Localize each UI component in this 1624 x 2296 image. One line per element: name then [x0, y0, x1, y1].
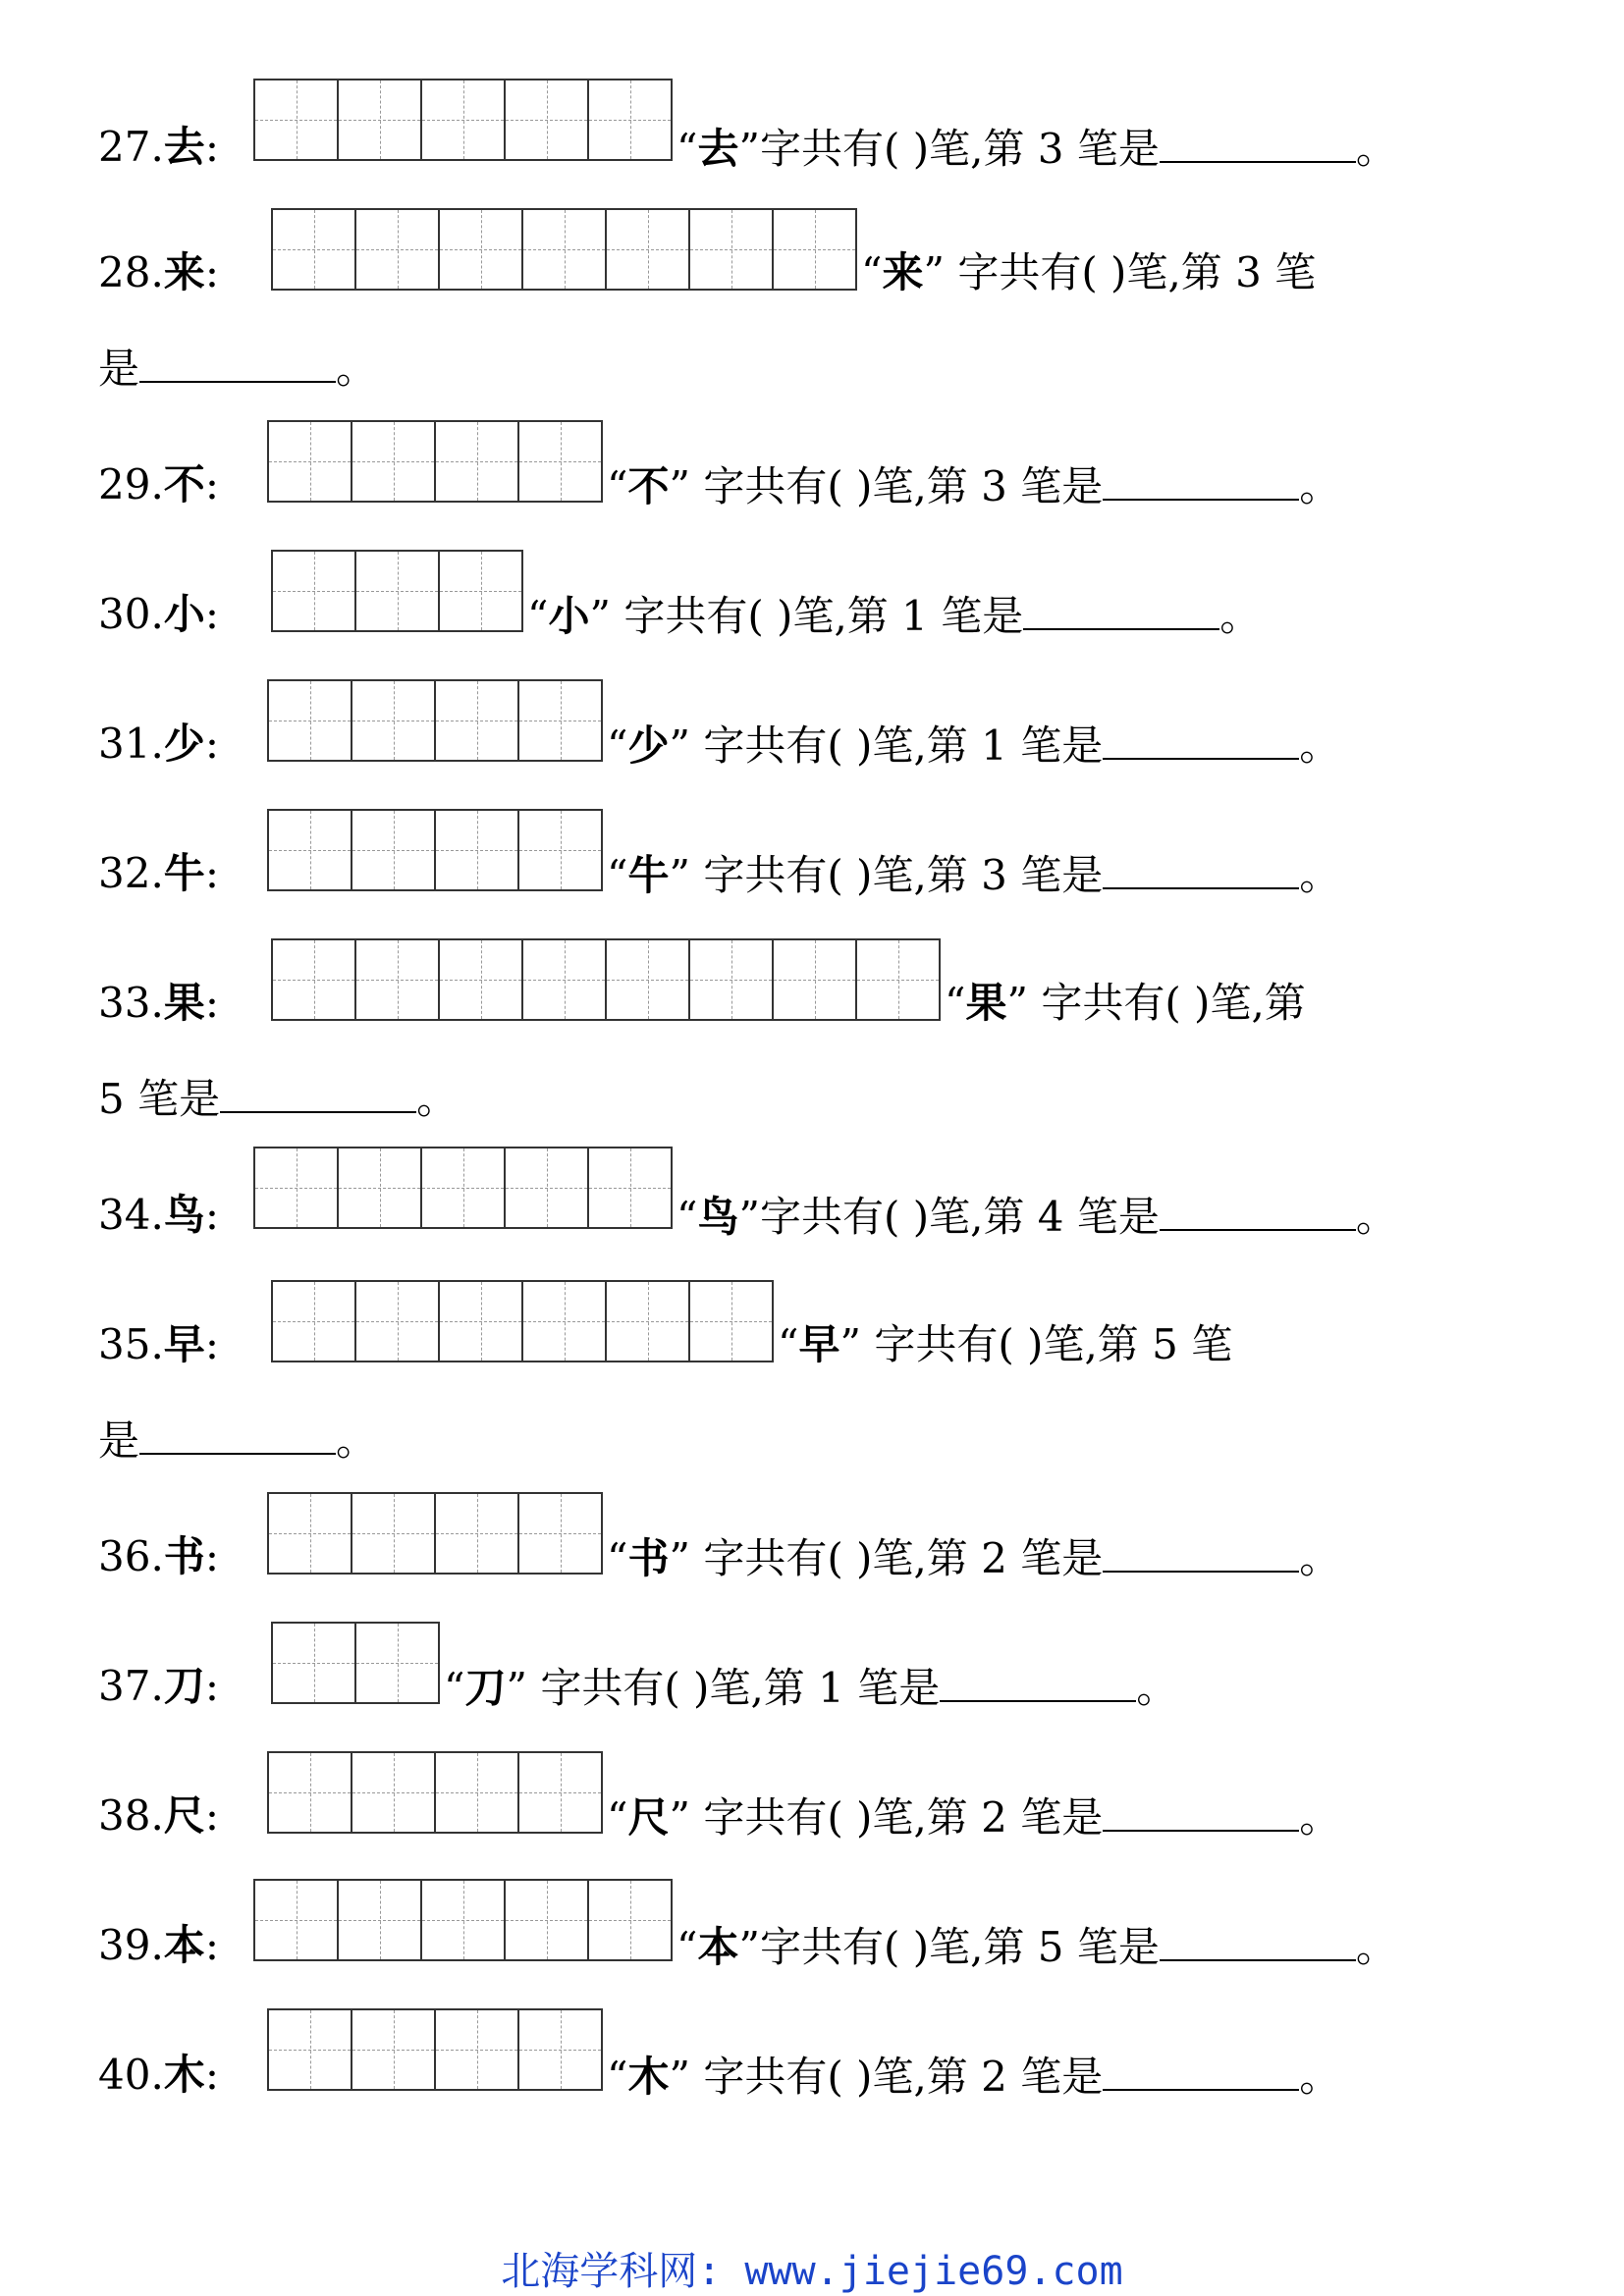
writing-cell[interactable] [607, 210, 690, 289]
prompt-text: ”字共有( )笔,第 3 笔是 [738, 125, 1160, 173]
period: 。 [1299, 462, 1341, 510]
period: 。 [1219, 592, 1262, 640]
period: 。 [1299, 1534, 1341, 1582]
answer-blank[interactable] [1103, 1792, 1299, 1832]
question-label [98, 721, 219, 768]
open-quote: “ [945, 979, 966, 1027]
writing-cell[interactable] [269, 811, 352, 889]
prompt-character: 鸟 [697, 1193, 739, 1241]
writing-cell[interactable] [269, 681, 352, 760]
writing-cell[interactable] [339, 1881, 422, 1959]
answer-blank[interactable] [1103, 850, 1299, 889]
question-character: 牛 [163, 849, 205, 897]
writing-cell[interactable] [857, 940, 941, 1019]
question-label [98, 1663, 219, 1710]
prompt-text: ” 字共有( )笔,第 5 笔 [839, 1320, 1233, 1368]
question-prompt [677, 124, 1397, 173]
period: 。 [1355, 1923, 1397, 1971]
writing-cell[interactable] [352, 681, 436, 760]
writing-cell[interactable] [356, 210, 440, 289]
writing-cell[interactable] [440, 552, 523, 630]
writing-cell[interactable] [436, 1753, 519, 1832]
question-character: 小 [163, 590, 205, 638]
question-prompt [607, 850, 1340, 899]
writing-cell[interactable] [352, 1494, 436, 1573]
question-label [98, 2052, 219, 2099]
writing-cell[interactable] [269, 1494, 352, 1573]
question-prompt [677, 1922, 1397, 1971]
answer-blank[interactable] [1103, 2052, 1299, 2091]
writing-grid[interactable] [253, 1879, 673, 1961]
prompt-text: ” 字共有( )笔,第 3 笔是 [669, 462, 1104, 510]
open-quote: “ [607, 1534, 628, 1582]
prompt-text: 5 笔是 [98, 1075, 221, 1123]
writing-cell[interactable] [422, 1148, 506, 1227]
writing-cell[interactable] [589, 80, 673, 159]
answer-blank[interactable] [139, 1415, 336, 1455]
writing-cell[interactable] [269, 422, 352, 501]
writing-cell[interactable] [273, 1282, 356, 1361]
writing-cell[interactable] [339, 80, 422, 159]
prompt-text: ” 字共有( )笔,第 1 笔是 [669, 721, 1104, 770]
question-colon: : [204, 1532, 219, 1580]
writing-cell[interactable] [440, 1282, 523, 1361]
writing-cell[interactable] [519, 1753, 603, 1832]
writing-cell[interactable] [436, 681, 519, 760]
open-quote: “ [607, 1793, 628, 1842]
open-quote: “ [607, 2053, 628, 2101]
writing-cell[interactable] [352, 2010, 436, 2089]
question-colon: : [204, 1191, 219, 1239]
writing-cell[interactable] [589, 1148, 673, 1227]
question-colon: : [204, 849, 219, 897]
period: 。 [416, 1075, 459, 1123]
writing-grid[interactable] [271, 208, 857, 291]
writing-grid[interactable] [271, 938, 941, 1021]
prompt-character: 尺 [627, 1793, 670, 1842]
period: 。 [1299, 721, 1341, 770]
writing-cell[interactable] [356, 552, 440, 630]
open-quote: “ [677, 125, 698, 173]
prompt-text: ” 字共有( )笔,第 2 笔是 [669, 2053, 1104, 2101]
question-character: 来 [163, 248, 205, 296]
question-colon: : [204, 979, 219, 1027]
writing-cell[interactable] [506, 1148, 589, 1227]
prompt-continuation [98, 344, 377, 393]
period: 。 [1299, 2053, 1341, 2101]
writing-cell[interactable] [273, 552, 356, 630]
prompt-continuation [98, 1074, 458, 1123]
answer-blank[interactable] [139, 344, 336, 383]
question-label [98, 1533, 219, 1580]
writing-cell[interactable] [269, 1753, 352, 1832]
answer-blank[interactable] [1160, 1192, 1356, 1231]
prompt-character: 早 [798, 1320, 840, 1368]
question-prompt [527, 591, 1261, 640]
prompt-character: 来 [882, 248, 924, 296]
question-number: 36. [98, 1532, 164, 1580]
answer-blank[interactable] [1103, 721, 1299, 760]
period: 。 [1299, 851, 1341, 899]
writing-cell[interactable] [523, 1282, 607, 1361]
prompt-character: 不 [627, 462, 670, 510]
question-prompt [677, 1192, 1397, 1241]
question-prompt [945, 980, 1306, 1027]
writing-grid[interactable] [271, 1280, 774, 1362]
writing-cell[interactable] [352, 1753, 436, 1832]
prompt-continuation [98, 1415, 377, 1465]
prompt-text: ” 字共有( )笔,第 [1006, 979, 1306, 1027]
period: 。 [336, 1416, 378, 1465]
writing-grid[interactable] [267, 1751, 603, 1834]
question-label [98, 980, 219, 1027]
writing-cell[interactable] [519, 681, 603, 760]
prompt-text: ” 字共有( )笔,第 3 笔是 [669, 851, 1104, 899]
question-prompt [861, 249, 1316, 296]
question-colon: : [204, 1791, 219, 1840]
question-character: 刀 [163, 1662, 205, 1710]
prompt-text: ”字共有( )笔,第 4 笔是 [738, 1193, 1160, 1241]
question-number: 31. [98, 720, 164, 768]
question-colon: : [204, 1320, 219, 1368]
writing-cell[interactable] [255, 1881, 339, 1959]
prompt-text: ” 字共有( )笔,第 1 笔是 [589, 592, 1024, 640]
writing-cell[interactable] [440, 940, 523, 1019]
writing-cell[interactable] [690, 1282, 774, 1361]
question-number: 35. [98, 1320, 164, 1368]
open-quote: “ [607, 721, 628, 770]
writing-grid[interactable] [267, 809, 603, 891]
writing-cell[interactable] [255, 80, 339, 159]
question-number: 34. [98, 1191, 164, 1239]
question-label [98, 591, 219, 638]
writing-cell[interactable] [436, 1494, 519, 1573]
writing-cell[interactable] [436, 2010, 519, 2089]
question-number: 28. [98, 248, 164, 296]
footer-watermark: 北海学科网: www.jiejie69.com [501, 2249, 1123, 2294]
question-colon: : [204, 720, 219, 768]
question-label [98, 1922, 219, 1969]
question-number: 40. [98, 2051, 164, 2099]
writing-cell[interactable] [255, 1148, 339, 1227]
question-prompt [444, 1663, 1177, 1712]
question-character: 不 [163, 460, 205, 508]
question-prompt [607, 1533, 1340, 1582]
writing-cell[interactable] [519, 422, 603, 501]
answer-blank[interactable] [220, 1074, 416, 1113]
writing-cell[interactable] [506, 1881, 589, 1959]
writing-cell[interactable] [519, 2010, 603, 2089]
writing-grid[interactable] [267, 420, 603, 503]
question-label [98, 1792, 219, 1840]
open-quote: “ [444, 1664, 465, 1712]
prompt-character: 少 [627, 721, 670, 770]
question-character: 本 [163, 1921, 205, 1969]
writing-cell[interactable] [519, 1494, 603, 1573]
writing-cell[interactable] [273, 1624, 356, 1702]
question-prompt [607, 1792, 1340, 1842]
question-number: 33. [98, 979, 164, 1027]
writing-cell[interactable] [422, 1881, 506, 1959]
question-prompt [607, 721, 1340, 770]
writing-cell[interactable] [356, 940, 440, 1019]
prompt-character: 果 [965, 979, 1007, 1027]
writing-grid[interactable] [271, 550, 523, 632]
prompt-character: 牛 [627, 851, 670, 899]
question-character: 鸟 [163, 1191, 205, 1239]
prompt-text: ” 字共有( )笔,第 3 笔 [923, 248, 1317, 296]
prompt-text: 是 [98, 1416, 140, 1465]
prompt-character: 本 [697, 1923, 739, 1971]
writing-cell[interactable] [356, 1624, 440, 1702]
question-label [98, 461, 219, 508]
writing-cell[interactable] [607, 940, 690, 1019]
question-colon: : [204, 2051, 219, 2099]
question-character: 尺 [163, 1791, 205, 1840]
question-number: 32. [98, 849, 164, 897]
question-label [98, 124, 219, 171]
writing-cell[interactable] [352, 422, 436, 501]
prompt-text: ” 字共有( )笔,第 1 笔是 [506, 1664, 941, 1712]
question-character: 果 [163, 979, 205, 1027]
question-number: 30. [98, 590, 164, 638]
writing-cell[interactable] [523, 940, 607, 1019]
prompt-text: ” 字共有( )笔,第 2 笔是 [669, 1534, 1104, 1582]
prompt-character: 小 [548, 592, 590, 640]
question-prompt [607, 2052, 1340, 2101]
writing-cell[interactable] [506, 80, 589, 159]
period: 。 [1299, 1793, 1341, 1842]
prompt-character: 木 [627, 2053, 670, 2101]
writing-cell[interactable] [356, 1282, 440, 1361]
question-character: 少 [163, 720, 205, 768]
question-character: 木 [163, 2051, 205, 2099]
writing-grid[interactable] [267, 679, 603, 762]
writing-cell[interactable] [607, 1282, 690, 1361]
question-label [98, 1192, 219, 1239]
question-character: 去 [163, 123, 205, 171]
question-character: 书 [163, 1532, 205, 1580]
prompt-character: 去 [697, 125, 739, 173]
writing-cell[interactable] [774, 940, 857, 1019]
writing-grid[interactable] [271, 1622, 440, 1704]
writing-grid[interactable] [267, 1492, 603, 1575]
period: 。 [336, 345, 378, 393]
writing-grid[interactable] [267, 2008, 603, 2091]
question-colon: : [204, 590, 219, 638]
question-label [98, 850, 219, 897]
answer-blank[interactable] [1023, 591, 1219, 630]
question-colon: : [204, 460, 219, 508]
question-colon: : [204, 1921, 219, 1969]
writing-cell[interactable] [690, 210, 774, 289]
answer-blank[interactable] [1160, 124, 1356, 163]
writing-cell[interactable] [519, 811, 603, 889]
question-label [98, 1321, 219, 1368]
open-quote: “ [607, 851, 628, 899]
answer-blank[interactable] [1103, 1533, 1299, 1573]
question-colon: : [204, 248, 219, 296]
writing-cell[interactable] [690, 940, 774, 1019]
prompt-text: ”字共有( )笔,第 5 笔是 [738, 1923, 1160, 1971]
writing-grid[interactable] [253, 79, 673, 161]
writing-cell[interactable] [440, 210, 523, 289]
question-number: 39. [98, 1921, 164, 1969]
question-number: 29. [98, 460, 164, 508]
question-label [98, 249, 219, 296]
period: 。 [1355, 1193, 1397, 1241]
question-number: 37. [98, 1662, 164, 1710]
prompt-character: 书 [627, 1534, 670, 1582]
writing-cell[interactable] [273, 210, 356, 289]
question-colon: : [204, 123, 219, 171]
answer-blank[interactable] [940, 1663, 1136, 1702]
prompt-character: 刀 [464, 1664, 507, 1712]
question-prompt [607, 461, 1340, 510]
writing-cell[interactable] [589, 1881, 673, 1959]
question-number: 38. [98, 1791, 164, 1840]
period: 。 [1136, 1664, 1178, 1712]
writing-cell[interactable] [352, 811, 436, 889]
prompt-text: 是 [98, 345, 140, 393]
question-character: 早 [163, 1320, 205, 1368]
open-quote: “ [607, 462, 628, 510]
writing-cell[interactable] [422, 80, 506, 159]
open-quote: “ [677, 1193, 698, 1241]
open-quote: “ [527, 592, 549, 640]
writing-cell[interactable] [523, 210, 607, 289]
question-prompt [778, 1321, 1232, 1368]
writing-cell[interactable] [269, 2010, 352, 2089]
writing-cell[interactable] [273, 940, 356, 1019]
answer-blank[interactable] [1103, 461, 1299, 501]
writing-cell[interactable] [774, 210, 857, 289]
question-number: 27. [98, 123, 164, 171]
writing-cell[interactable] [436, 811, 519, 889]
writing-grid[interactable] [253, 1147, 673, 1229]
open-quote: “ [861, 248, 883, 296]
prompt-text: ” 字共有( )笔,第 2 笔是 [669, 1793, 1104, 1842]
answer-blank[interactable] [1160, 1922, 1356, 1961]
open-quote: “ [677, 1923, 698, 1971]
open-quote: “ [778, 1320, 799, 1368]
question-colon: : [204, 1662, 219, 1710]
writing-cell[interactable] [339, 1148, 422, 1227]
writing-cell[interactable] [436, 422, 519, 501]
period: 。 [1355, 125, 1397, 173]
